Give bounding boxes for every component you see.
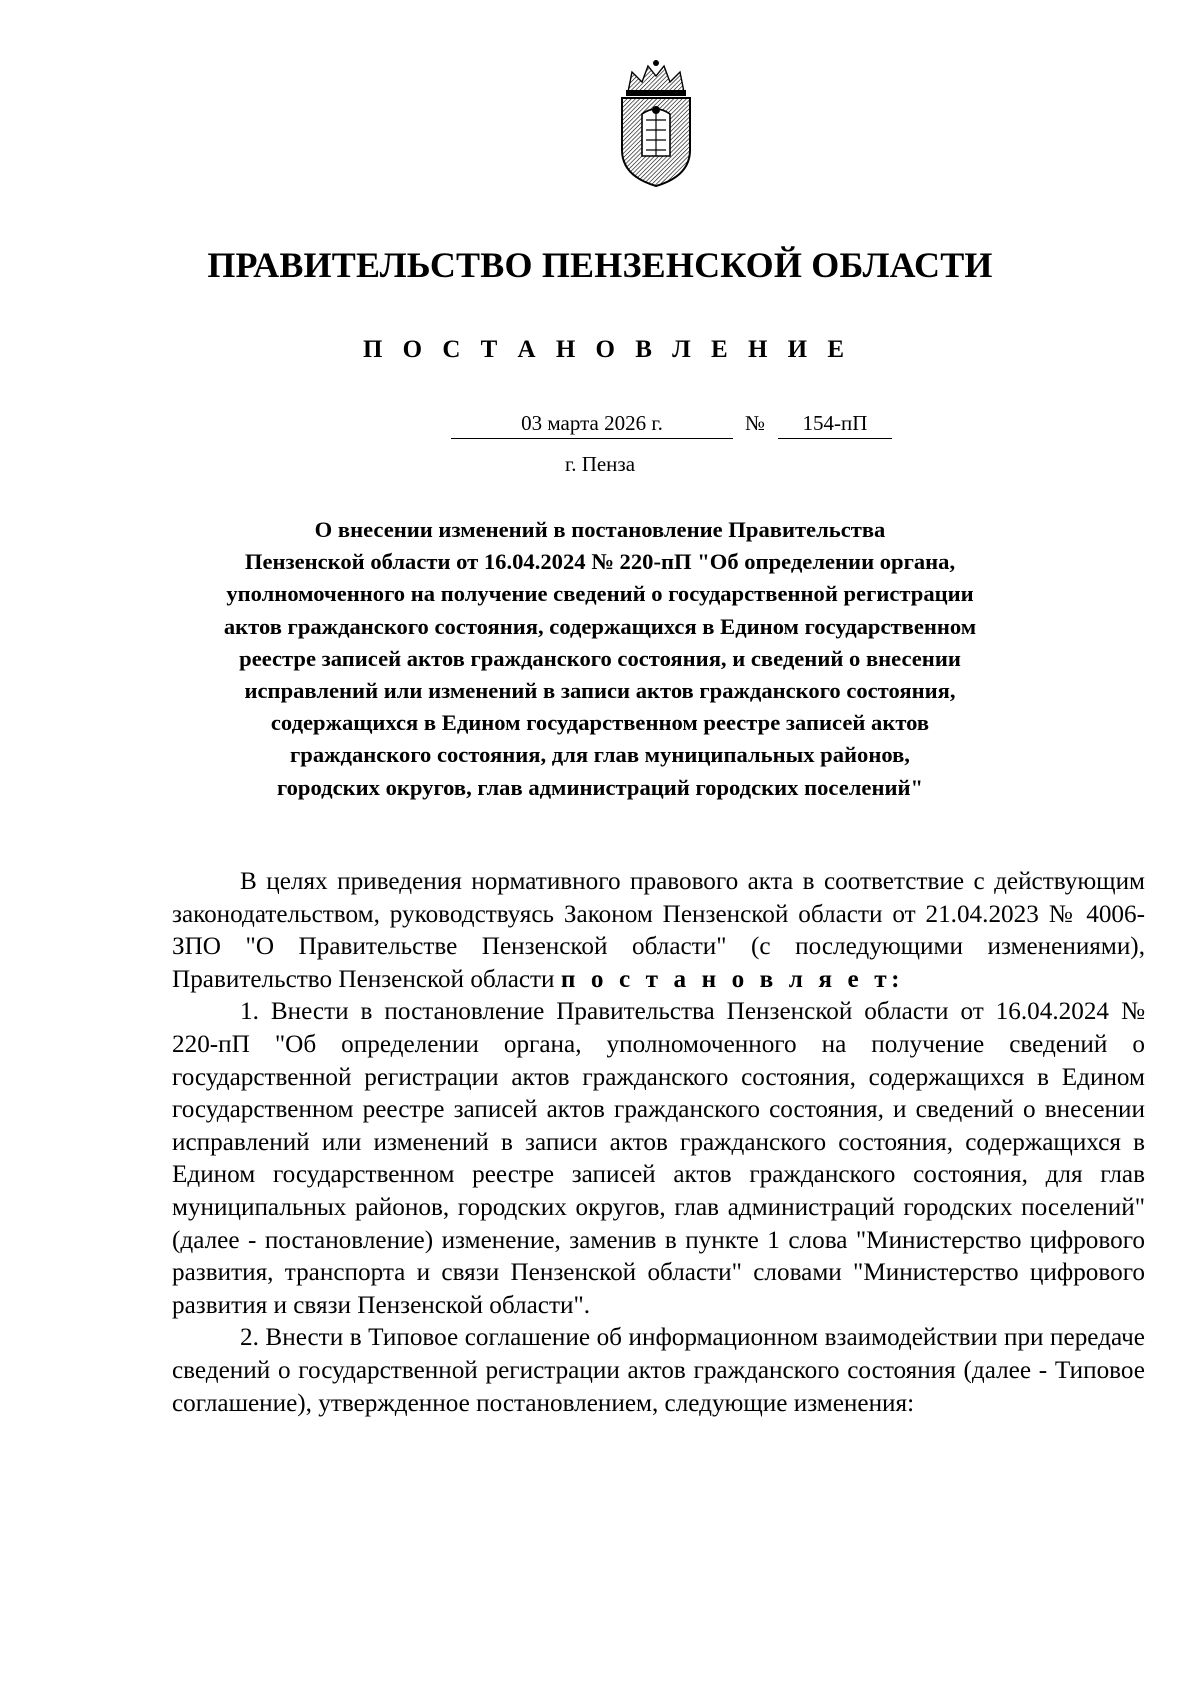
subject-line: исправлений или изменений в записи актов гражданского состояния, xyxy=(244,678,956,704)
subject-line: содержащихся в Едином государственном реестре записей актов xyxy=(270,710,930,736)
preamble-text: В целях приведения нормативного правового акта в соответствие с действующим законодательством, руководствуясь Законом Пензенской области от 21.04.2023 № 4006-ЗПО "О Правительстве Пензенской области" (с последующими изменениями), Правительство Пензенской области xyxy=(172,868,1145,993)
document-number: 154-пП xyxy=(778,408,892,439)
date-number-line xyxy=(0,408,1200,442)
number-sign: № xyxy=(745,411,766,435)
coat-of-arms-icon xyxy=(608,58,704,188)
subject-line: реестре записей актов гражданского состояния, и сведений о внесении xyxy=(239,645,961,671)
preamble-paragraph xyxy=(172,866,1145,996)
subject-line: Пензенской области от 16.04.2024 № 220-пП "Об определении органа, xyxy=(244,549,956,575)
decree-word: п о с т а н о в л я е т: xyxy=(560,965,905,993)
document-subject xyxy=(170,514,1030,804)
subject-line: гражданского состояния, для глав муниципальных районов, xyxy=(290,742,910,768)
item-2-paragraph: 2. Внести в Типовое соглашение об информационном взаимодействии при передаче сведений о государственной регистрации актов гражданского состояния (далее - Типовое соглашение), утвержденное постановлением, следующие изменения: xyxy=(172,1324,1145,1417)
document-type: П О С Т А Н О В Л Е Н И Е xyxy=(362,336,852,363)
government-title: ПРАВИТЕЛЬСТВО ПЕНЗЕНСКОЙ ОБЛАСТИ xyxy=(207,245,993,285)
document-city: г. Пенза xyxy=(564,452,636,476)
item-1-paragraph: 1. Внести в постановление Правительства Пензенской области от 16.04.2024 № 220-пП "Об определении органа, уполномоченного на получение сведений о государственной регистрации актов гражданского состояния, содержащихся в Едином государственном реестре записей актов гражданского состояния, и сведений о внесении исправлений или изменений в записи актов гражданского состояния, содержащихся в Едином государственном реестре записей актов гражданского состояния, для глав муниципальных районов, городских округов, глав администраций городских поселений" (далее - постановление) изменение, заменив в пункте 1 слова "Министерство цифрового развития, транспорта и связи Пензенской области" словами "Министерство цифрового развития и связи Пензенской области". xyxy=(172,998,1145,1319)
subject-line: городских округов, глав администраций городских поселений" xyxy=(276,774,924,800)
subject-line: О внесении изменений в постановление Правительства xyxy=(314,517,886,542)
subject-line: актов гражданского состояния, содержащихся в Едином государственном xyxy=(223,613,977,639)
document-body xyxy=(172,866,1145,1420)
document-date: 03 марта 2026 г. xyxy=(451,408,733,439)
subject-line: уполномоченного на получение сведений о государственной регистрации xyxy=(226,581,974,607)
